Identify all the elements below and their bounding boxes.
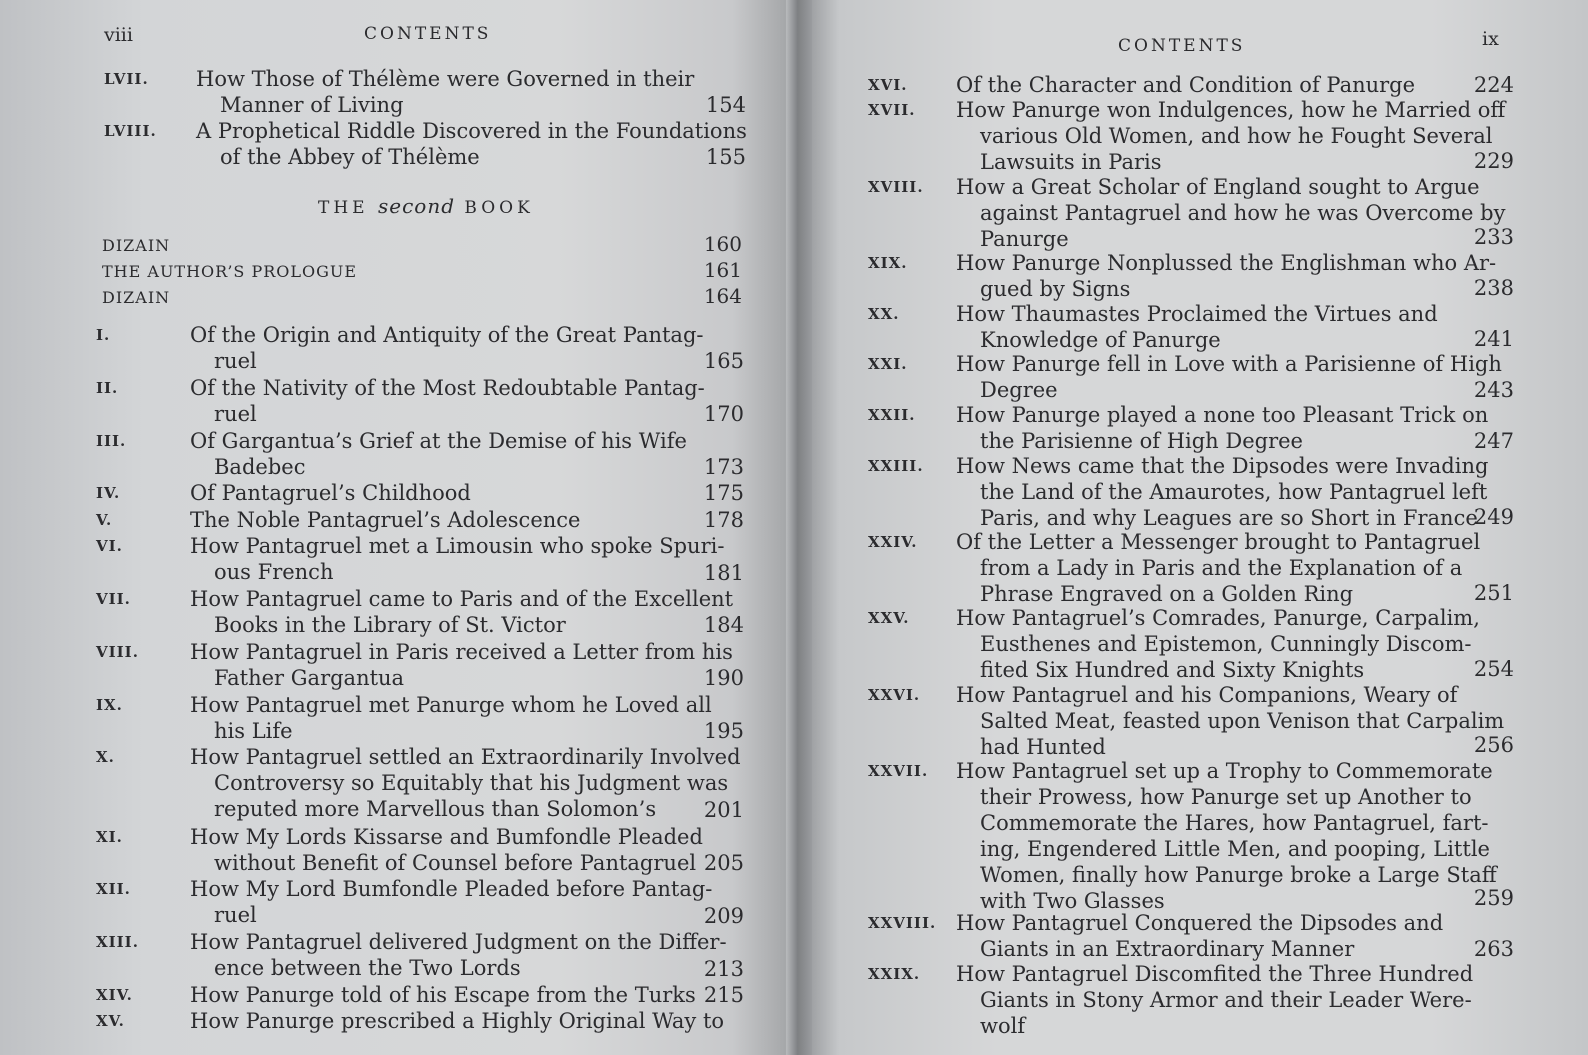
chapter-number: XVIII. (868, 177, 924, 196)
contents-entry (96, 876, 756, 929)
chapter-title-line: How Pantagruel met Panurge whom he Loved all (190, 692, 712, 717)
contents-entry (868, 250, 1548, 301)
left-running-head: CONTENTS (364, 24, 492, 44)
chapter-title-line: How Pantagruel in Paris received a Letter from his (190, 639, 733, 664)
front-matter-label: THE AUTHOR’S PROLOGUE (102, 262, 358, 281)
chapter-title (190, 1008, 725, 1034)
chapter-number: XI. (96, 827, 123, 846)
contents-entry (104, 66, 754, 118)
chapter-number: V. (96, 510, 113, 529)
book-heading-book: BOOK (464, 198, 534, 218)
chapter-title-line: Of the Origin and Antiquity of the Great Pantag- (190, 323, 704, 347)
chapter-title (956, 529, 1481, 607)
chapter-title-line: the Parisienne of High Degree (980, 429, 1303, 454)
front-matter-page: 160 (703, 232, 742, 256)
chapter-title-line: reputed more Marvellous than Solomon’s (214, 797, 657, 822)
chapter-number: LVII. (104, 70, 149, 88)
chapter-title-line: without Benefit of Counsel before Pantagruel (214, 850, 697, 875)
contents-entry (96, 744, 756, 823)
chapter-title (956, 72, 1456, 98)
chapter-title-line: Women, finally how Panurge broke a Large Staff (980, 862, 1497, 887)
book-heading (318, 194, 534, 218)
contents-entry (868, 961, 1548, 1037)
chapter-title-line: How Panurge Nonplussed the Englishman who Ar- (956, 250, 1497, 275)
chapter-title-line: How Pantagruel Discomfited the Three Hundred (956, 962, 1474, 986)
chapter-title (190, 876, 713, 928)
contents-entry (96, 507, 756, 533)
chapter-title-line: gued by Signs (980, 276, 1131, 301)
chapter-title-line: ruel (214, 401, 257, 426)
chapter-number: XXII. (868, 406, 916, 425)
chapter-page: 175 (703, 481, 744, 506)
chapter-title-line: How Pantagruel Conquered the Dipsodes and (956, 911, 1444, 936)
chapter-page: 263 (1473, 936, 1514, 961)
chapter-title-line: Salted Meat, feasted upon Venison that Carpalim (980, 708, 1505, 733)
chapter-page: 229 (1473, 149, 1514, 174)
contents-entry (104, 118, 754, 170)
chapter-number: III. (96, 431, 127, 450)
chapter-page: 201 (703, 798, 744, 823)
chapter-number: VI. (96, 537, 123, 556)
chapter-title-line: How Pantagruel came to Paris and of the Excellent (190, 587, 734, 611)
chapter-title-line: of the Abbey of Thélème (220, 145, 480, 169)
front-matter-label: DIZAIN (102, 288, 171, 307)
chapter-title (190, 982, 696, 1008)
chapter-title (190, 507, 690, 533)
contents-entry (868, 72, 1548, 97)
chapter-number: IX. (96, 695, 123, 714)
front-matter-page: 164 (703, 284, 742, 308)
chapter-title-line: The Noble Pantagruel’s Adolescence (190, 507, 581, 532)
chapter-title (190, 480, 690, 506)
chapter-title-line: against Pantagruel and how he was Overcome by (980, 200, 1506, 225)
chapter-title (956, 402, 1489, 454)
chapter-title-line: Paris, and why Leagues are so Short in France (980, 506, 1478, 530)
book-gutter (786, 0, 812, 1055)
chapter-page: 215 (703, 983, 744, 1007)
chapter-title-line: Giants in an Extraordinary Manner (980, 937, 1355, 962)
contents-entry (96, 375, 756, 428)
chapter-number: XXI. (868, 355, 908, 374)
chapter-title-line: Eusthenes and Epistemon, Cunningly Discom- (980, 632, 1472, 657)
chapter-number: IV. (96, 484, 121, 503)
chapter-title-line: ruel (214, 349, 257, 373)
chapter-number: XXV. (868, 609, 910, 628)
chapter-title-line: How Pantagruel met a Limousin who spoke Spuri- (190, 534, 725, 559)
contents-entry (868, 529, 1548, 605)
chapter-number: XIII. (96, 933, 139, 952)
contents-entry (868, 453, 1548, 529)
chapter-page: 243 (1473, 377, 1514, 402)
chapter-title-line: How Pantagruel’s Comrades, Panurge, Carpalim, (956, 606, 1480, 631)
chapter-title-line: How My Lord Bumfondle Pleaded before Pantag- (190, 877, 713, 902)
chapter-page: 247 (1473, 428, 1514, 453)
contents-entry (96, 692, 756, 745)
chapter-title-line: ous French (214, 560, 334, 585)
contents-entry (96, 824, 756, 877)
chapter-page: 165 (703, 349, 744, 374)
chapter-page: 205 (703, 850, 744, 875)
contents-entry (868, 351, 1548, 402)
chapter-title-line: How Panurge won Indulgences, how he Married off (956, 98, 1506, 123)
chapter-number: XXIX. (868, 965, 921, 983)
chapter-page: 155 (705, 145, 746, 169)
chapter-title-line: his Life (214, 718, 293, 743)
chapter-number: I. (96, 326, 111, 344)
chapter-number: XXIII. (868, 457, 924, 475)
chapter-title-line: Commemorate the Hares, how Pantagruel, fart- (980, 810, 1489, 835)
chapter-number: XXVI. (868, 685, 921, 704)
chapter-title-line: Badebec (214, 454, 306, 479)
chapter-title-line: How a Great Scholar of England sought to Argue (956, 174, 1480, 199)
contents-entry (96, 322, 756, 375)
chapter-title (956, 605, 1480, 683)
chapter-title-line: How Panurge played a none too Pleasant Trick on (956, 403, 1489, 428)
chapter-title-line: Of the Character and Condition of Panurge (956, 73, 1416, 97)
chapter-title-line: How Pantagruel and his Companions, Weary of (956, 682, 1458, 707)
chapter-title (190, 428, 690, 480)
contents-entry (96, 639, 756, 692)
chapter-page: 224 (1473, 73, 1514, 97)
chapter-title-line: A Prophetical Riddle Discovered in the Foundations (196, 119, 747, 143)
chapter-title-line: How Panurge fell in Love with a Parisienne of High (956, 352, 1502, 377)
chapter-page: 170 (703, 402, 744, 427)
chapter-page: 173 (703, 454, 744, 479)
chapter-number: XX. (868, 304, 900, 323)
chapter-title-line: ence between the Two Lords (214, 956, 521, 981)
chapter-title-line: Lawsuits in Paris (980, 150, 1162, 175)
chapter-title (956, 453, 1489, 531)
contents-entry (868, 910, 1548, 961)
chapter-title (190, 322, 704, 374)
chapter-title-line: How Pantagruel settled an Extraordinarily Involved (190, 745, 741, 770)
chapter-title-line: How Panurge prescribed a Highly Original Way to (190, 1009, 725, 1034)
chapter-title-line: wolf (980, 1014, 1026, 1038)
chapter-title-line: Phrase Engraved on a Golden Ring (980, 582, 1354, 607)
chapter-page: 178 (703, 507, 744, 532)
chapter-title-line: ing, Engendered Little Men, and pooping, Little (980, 836, 1490, 861)
chapter-title-line: How Pantagruel set up a Trophy to Commemorate (956, 758, 1493, 783)
chapter-title (190, 375, 705, 427)
right-running-head: CONTENTS (1118, 36, 1246, 56)
chapter-number: XV. (96, 1012, 125, 1031)
chapter-title-line: fited Six Hundred and Sixty Knights (980, 658, 1365, 683)
chapter-page: 251 (1473, 580, 1514, 605)
chapter-title-line: the Land of the Amaurotes, how Pantagruel left (980, 480, 1488, 504)
chapter-title-line: How My Lords Kissarse and Bumfondle Pleaded (190, 824, 703, 849)
chapter-title-line: Of the Letter a Messenger brought to Pantagruel (956, 530, 1481, 555)
chapter-number: XXVIII. (868, 914, 937, 933)
chapter-number: XVI. (868, 76, 908, 94)
chapter-title-line: How Thaumastes Proclaimed the Virtues and (956, 301, 1438, 326)
chapter-title-line: ruel (214, 903, 257, 928)
chapter-title (196, 66, 696, 118)
chapter-title-line: various Old Women, and how he Fought Several (980, 124, 1493, 149)
chapter-page: 241 (1473, 326, 1514, 351)
chapter-number: X. (96, 748, 115, 767)
contents-entry (96, 929, 756, 982)
chapter-title-line: had Hunted (980, 734, 1106, 759)
contents-entry (868, 682, 1548, 758)
chapter-number: XIX. (868, 253, 908, 272)
chapter-title (190, 824, 703, 876)
book-heading-ordinal: second (377, 194, 456, 218)
chapter-title-line: Knowledge of Panurge (980, 327, 1221, 352)
chapter-number: VIII. (96, 642, 139, 661)
chapter-page: 233 (1473, 225, 1514, 250)
chapter-title-line: How Those of Thélème were Governed in their (196, 67, 695, 91)
book-heading-the: THE (318, 198, 369, 218)
chapter-number: II. (96, 378, 119, 397)
chapter-page: 238 (1473, 276, 1514, 301)
chapter-page: 184 (703, 613, 744, 638)
chapter-number: LVIII. (104, 122, 157, 140)
chapter-title-line: with Two Glasses (980, 888, 1165, 913)
front-matter-page: 161 (703, 258, 742, 282)
chapter-title-line: Controversy so Equitably that his Judgment was (214, 771, 729, 796)
contents-entry (868, 402, 1548, 453)
chapter-page: 254 (1473, 657, 1514, 682)
chapter-number: VII. (96, 590, 131, 608)
chapter-number: XIV. (96, 986, 133, 1004)
contents-entry (96, 1008, 756, 1034)
chapter-title-line: How Panurge told of his Escape from the Turks (190, 983, 696, 1007)
chapter-title-line: Manner of Living (220, 93, 404, 117)
chapter-title (956, 910, 1456, 962)
contents-entry (96, 586, 756, 639)
chapter-page: 259 (1473, 885, 1514, 910)
chapter-title-line: Giants in Stony Armor and their Leader Were- (980, 988, 1472, 1012)
right-page-number: ix (1482, 28, 1499, 50)
chapter-page: 181 (703, 560, 744, 585)
chapter-title-line: Of Pantagruel’s Childhood (190, 481, 471, 506)
chapter-title (956, 301, 1456, 353)
chapter-title (956, 961, 1474, 1039)
chapter-page: 154 (705, 93, 746, 117)
chapter-page: 256 (1473, 733, 1514, 758)
chapter-title-line: Of the Nativity of the Most Redoubtable Pantag- (190, 375, 705, 400)
chapter-title-line: their Prowess, how Panurge set up Another to (980, 784, 1472, 809)
chapter-title-line: from a Lady in Paris and the Explanation of a (980, 556, 1463, 581)
chapter-title-line: Degree (980, 378, 1058, 403)
chapter-title-line: Panurge (980, 226, 1069, 251)
chapter-number: XII. (96, 880, 131, 899)
contents-entry (868, 97, 1548, 173)
chapter-title-line: Books in the Library of St. Victor (214, 613, 566, 637)
left-page-number: viii (104, 24, 133, 46)
contents-entry (868, 301, 1548, 352)
chapter-title (190, 692, 712, 744)
contents-entry (868, 758, 1548, 913)
chapter-page: 249 (1473, 504, 1514, 529)
chapter-title-line: How Pantagruel delivered Judgment on the Differ- (190, 930, 727, 955)
chapter-page: 195 (703, 718, 744, 743)
chapter-title-line: How News came that the Dipsodes were Invading (956, 454, 1489, 478)
chapter-number: XXIV. (868, 533, 918, 552)
contents-entry (96, 533, 756, 586)
contents-entry (868, 605, 1548, 681)
chapter-page: 209 (703, 903, 744, 928)
contents-entry (96, 480, 756, 506)
front-matter-label: DIZAIN (102, 236, 171, 255)
chapter-title-line: Father Gargantua (214, 665, 405, 690)
chapter-number: XXVII. (868, 761, 929, 780)
chapter-number: XVII. (868, 101, 916, 120)
contents-entry (96, 982, 756, 1008)
chapter-page: 213 (703, 956, 744, 981)
chapter-title-line: Of Gargantua’s Grief at the Demise of his Wife (190, 428, 687, 453)
contents-entry (96, 428, 756, 481)
chapter-page: 190 (703, 666, 744, 691)
contents-entry (868, 174, 1548, 250)
